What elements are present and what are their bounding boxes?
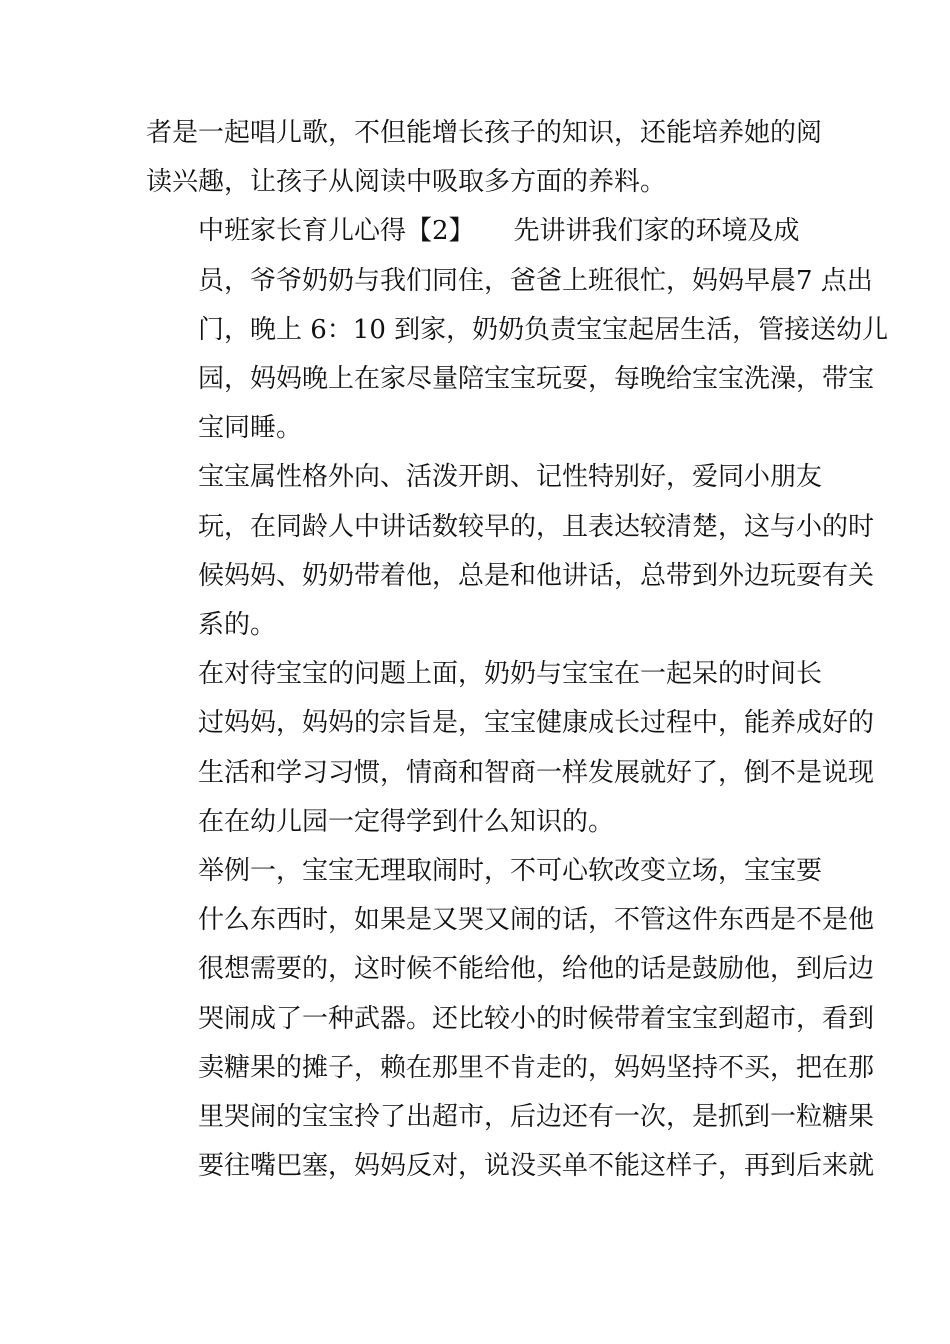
text-line: 很想需要的，这时候不能给他，给他的话是鼓励他，到后边 [198, 954, 875, 985]
paragraph [146, 207, 889, 453]
paragraph [146, 847, 875, 1191]
text-line: 候妈妈、奶奶带着他，总是和他讲话，总带到外边玩耍有关 [198, 560, 875, 591]
body-text [146, 109, 889, 1191]
text-line: 要往嘴巴塞，妈妈反对，说没买单不能这样子，再到后来就 [198, 1151, 875, 1182]
text-line: 宝宝属性格外向、活泼开朗、记性特别好，爱同小朋友 [198, 462, 823, 493]
text-line: 玩，在同龄人中讲话数较早的，且表达较清楚，这与小的时 [198, 511, 875, 542]
paragraph [146, 109, 823, 207]
text-line: 宝同睡。 [198, 413, 303, 444]
text-line: 员，爷爷奶奶与我们同住，爸爸上班很忙，妈妈早晨7 点出 [198, 265, 873, 296]
text-line: 者是一起唱儿歌，不但能增长孩子的知识，还能培养她的阅 [146, 118, 823, 148]
text-line: 哭闹成了一种武器。还比较小的时候带着宝宝到超市，看到 [198, 1003, 875, 1034]
text-line: 在对待宝宝的问题上面，奶奶与宝宝在一起呆的时间长 [198, 659, 823, 690]
paragraph [146, 650, 875, 847]
text-line: 门，晚上 6：10 到家，奶奶负责宝宝起居生活，管接送幼儿 [198, 314, 889, 345]
text-line: 生活和学习习惯，情商和智商一样发展就好了，倒不是说现 [198, 757, 875, 788]
text-line: 园，妈妈晚上在家尽量陪宝宝玩耍，每晚给宝宝洗澡，带宝 [198, 364, 875, 395]
text-line: 系的。 [198, 610, 277, 641]
paragraph [146, 453, 875, 650]
text-line: 卖糖果的摊子，赖在那里不肯走的，妈妈坚持不买，把在那 [198, 1052, 875, 1083]
text-line: 什么东西时，如果是又哭又闹的话，不管这件东西是不是他 [198, 905, 875, 936]
text-line: 过妈妈，妈妈的宗旨是，宝宝健康成长过程中，能养成好的 [198, 708, 875, 739]
text-line: 中班家长育儿心得【2】 先讲讲我们家的环境及成 [198, 216, 800, 247]
text-line: 读兴趣，让孩子从阅读中吸取多方面的养料。 [146, 167, 667, 198]
text-line: 里哭闹的宝宝拎了出超市，后边还有一次，是抓到一粒糖果 [198, 1102, 875, 1133]
text-line: 在在幼儿园一定得学到什么知识的。 [198, 806, 615, 837]
text-line: 举例一，宝宝无理取闹时，不可心软改变立场，宝宝要 [198, 856, 823, 887]
